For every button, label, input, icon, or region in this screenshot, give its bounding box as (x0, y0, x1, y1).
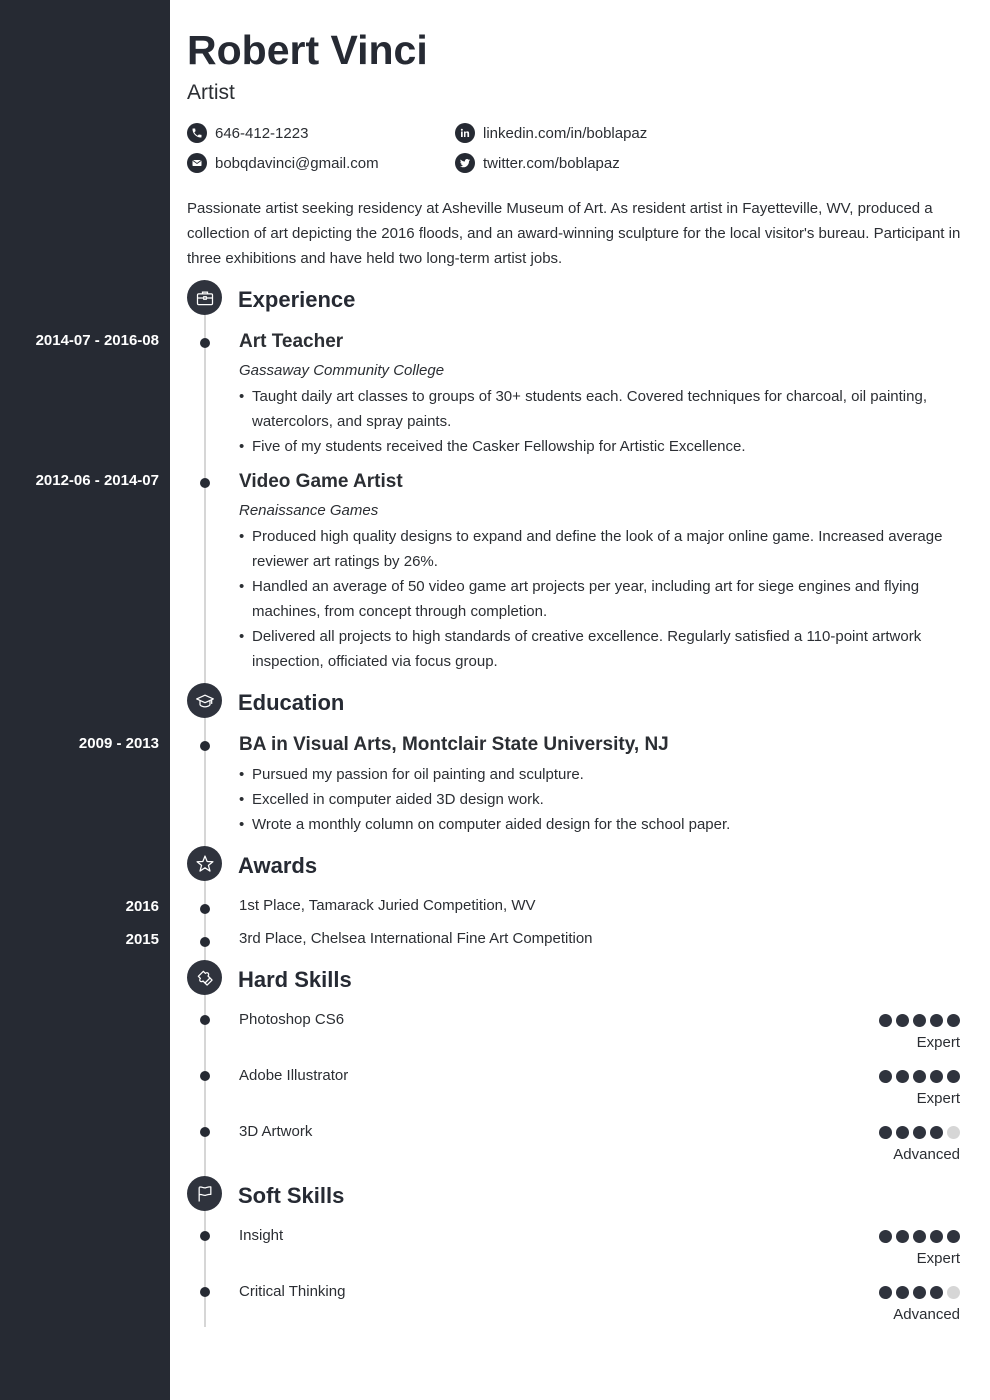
graduation-cap-icon (187, 683, 222, 718)
email-text: bobqdavinci@gmail.com (215, 154, 379, 172)
linkedin-text: linkedin.com/in/boblapaz (483, 124, 648, 142)
job-bullets (239, 384, 967, 459)
date-award-1: 2016 (125, 898, 159, 915)
rating-dot-filled (913, 1070, 926, 1083)
skill-name: Critical Thinking (239, 1283, 346, 1300)
company-name: Renaissance Games (239, 502, 379, 519)
flag-icon (187, 1176, 222, 1211)
rating-dot-filled (879, 1126, 892, 1139)
degree-title: BA in Visual Arts, Montclair State University, NJ (239, 734, 669, 755)
company-name: Gassaway Community College (239, 362, 445, 379)
linkedin-icon (455, 123, 475, 143)
profile-summary: Passionate artist seeking residency at Asheville Museum of Art. As resident artist in Fayetteville, WV, produced a collection of art depicting the 2016 floods, and an award-winning sculpture for the local visitor's bureau. Participant in three exhibitions and have held two long-term artist jobs. (187, 200, 961, 267)
job-bullets (239, 524, 967, 674)
timeline-dot (200, 1231, 210, 1241)
contact-email[interactable] (187, 153, 379, 173)
rating-dot-filled (896, 1286, 909, 1299)
rating-dot-filled (947, 1070, 960, 1083)
skill-name: Adobe Illustrator (239, 1067, 349, 1084)
rating-dot-filled (896, 1014, 909, 1027)
rating-dot-filled (879, 1286, 892, 1299)
timeline-dot (200, 741, 210, 751)
twitter-icon (455, 153, 475, 173)
job-title: Video Game Artist (239, 471, 403, 492)
rating-dot-filled (879, 1230, 892, 1243)
rating-dot-filled (896, 1126, 909, 1139)
timeline-dot (200, 338, 210, 348)
date-experience-2: 2012-06 - 2014-07 (35, 472, 159, 489)
date-sidebar (0, 0, 170, 1400)
education-bullets (239, 762, 967, 837)
rating-dot-empty (947, 1286, 960, 1299)
phone-text: 646-412-1223 (215, 124, 309, 142)
puzzle-icon (187, 960, 222, 995)
award-item: 1st Place, Tamarack Juried Competition, WV (239, 897, 536, 914)
bullet-item: • Wrote a monthly column on computer aided design for the school paper. (239, 812, 967, 837)
phone-icon (187, 123, 207, 143)
date-award-2: 2015 (125, 931, 159, 948)
rating-dot-filled (896, 1070, 909, 1083)
section-title-hard-skills: Hard Skills (238, 967, 352, 992)
rating-dot-filled (930, 1070, 943, 1083)
skill-rating (879, 1286, 960, 1299)
award-item: 3rd Place, Chelsea International Fine Art Competition (239, 930, 593, 947)
section-title-education: Education (238, 690, 345, 715)
skill-name: Photoshop CS6 (239, 1011, 345, 1028)
twitter-text: twitter.com/boblapaz (483, 154, 620, 172)
timeline-dot (200, 904, 210, 914)
rating-dot-filled (930, 1230, 943, 1243)
section-title-soft-skills: Soft Skills (238, 1183, 345, 1208)
rating-dot-filled (947, 1230, 960, 1243)
contact-linkedin[interactable] (455, 123, 647, 143)
timeline-dot (200, 478, 210, 488)
rating-dot-filled (930, 1014, 943, 1027)
skill-rating (879, 1230, 960, 1243)
date-experience-1: 2014-07 - 2016-08 (35, 332, 159, 349)
bullet-item: • Produced high quality designs to expand and define the look of a major online game. Increased average reviewer art ratings by 26%. (239, 524, 967, 574)
skill-name: 3D Artwork (239, 1123, 313, 1140)
section-title-awards: Awards (238, 853, 318, 878)
section-title-experience: Experience (238, 287, 356, 312)
rating-dot-filled (879, 1070, 892, 1083)
skill-rating (879, 1070, 960, 1083)
bullet-item: • Excelled in computer aided 3D design work. (239, 787, 967, 812)
contact-twitter[interactable] (455, 153, 620, 173)
timeline-dot (200, 1071, 210, 1081)
bullet-item: • Delivered all projects to high standards of creative excellence. Regularly satisfied a 110-point artwork inspection, officiated via focus group. (239, 624, 967, 674)
timeline-dot (200, 1127, 210, 1137)
rating-dot-filled (930, 1286, 943, 1299)
skill-level: Expert (916, 1034, 960, 1051)
rating-dot-filled (913, 1230, 926, 1243)
bullet-item: • Five of my students received the Casker Fellowship for Artistic Excellence. (239, 434, 967, 459)
skill-level: Expert (916, 1090, 960, 1107)
rating-dot-filled (913, 1126, 926, 1139)
rating-dot-filled (947, 1014, 960, 1027)
timeline-dot (200, 937, 210, 947)
contact-phone[interactable] (187, 123, 308, 143)
skill-rating (879, 1014, 960, 1027)
candidate-title: Artist (187, 81, 235, 104)
skill-level: Advanced (893, 1306, 960, 1323)
bullet-item: • Handled an average of 50 video game art projects per year, including art for siege engines and flying machines, from concept through completion. (239, 574, 967, 624)
candidate-name: Robert Vinci (187, 27, 428, 73)
timeline-line (204, 300, 206, 1327)
skill-name: Insight (239, 1227, 284, 1244)
star-icon (187, 846, 222, 881)
bullet-item: • Taught daily art classes to groups of 30+ students each. Covered techniques for charcoal, oil painting, watercolors, and spray paints. (239, 384, 967, 434)
rating-dot-filled (913, 1286, 926, 1299)
bullet-item: • Pursued my passion for oil painting and sculpture. (239, 762, 967, 787)
email-icon (187, 153, 207, 173)
timeline-dot (200, 1287, 210, 1297)
rating-dot-filled (913, 1014, 926, 1027)
rating-dot-filled (879, 1014, 892, 1027)
rating-dot-filled (930, 1126, 943, 1139)
timeline-dot (200, 1015, 210, 1025)
rating-dot-filled (896, 1230, 909, 1243)
skill-rating (879, 1126, 960, 1139)
date-education-1: 2009 - 2013 (78, 735, 159, 752)
skill-level: Expert (916, 1250, 960, 1267)
job-title: Art Teacher (239, 331, 344, 352)
rating-dot-empty (947, 1126, 960, 1139)
briefcase-icon (187, 280, 222, 315)
skill-level: Advanced (893, 1146, 960, 1163)
